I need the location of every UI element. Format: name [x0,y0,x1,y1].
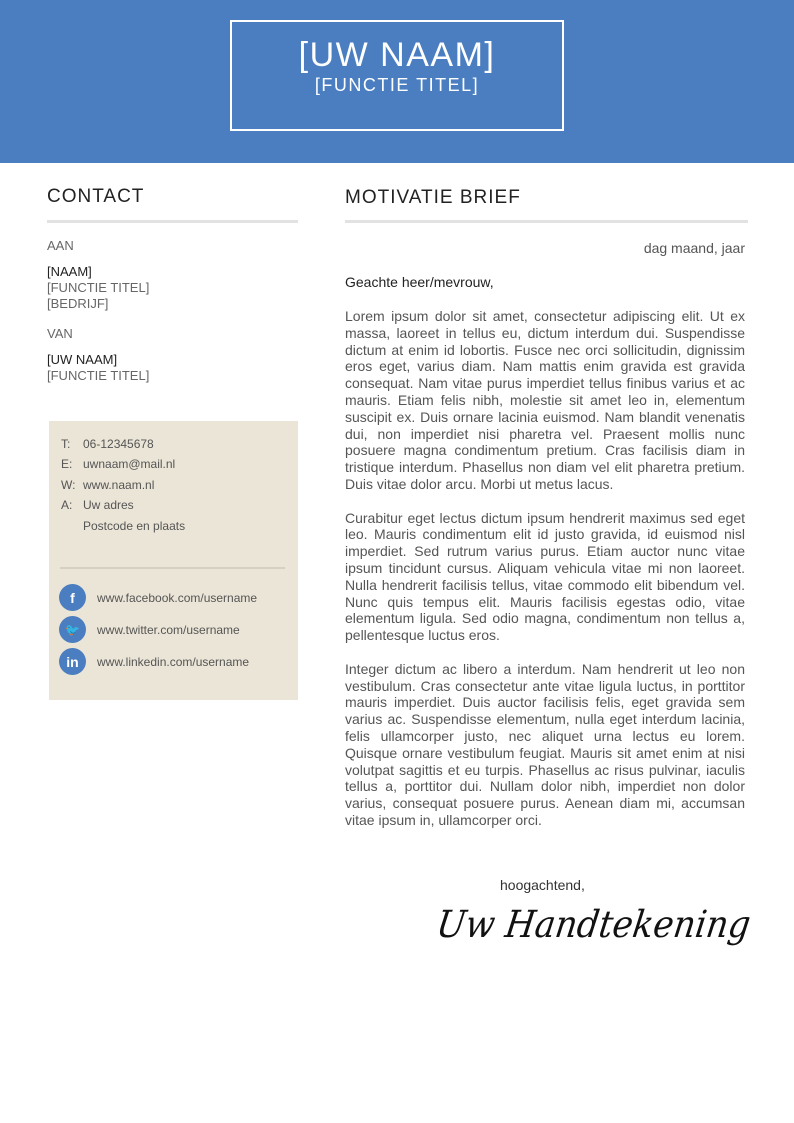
contact-address: A: Uw adres [61,498,134,512]
to-title: [FUNCTIE TITEL] [47,280,150,295]
applicant-name: [UW NAAM] [298,36,496,74]
from-label: VAN [47,326,73,341]
letter-closing: hoogachtend, [500,877,585,893]
social-linkedin: in www.linkedin.com/username [59,648,249,675]
social-twitter: 🐦 www.twitter.com/username [59,616,240,643]
twitter-icon: 🐦 [59,616,86,643]
divider [345,220,748,223]
letter-body [345,308,745,846]
header-banner [0,0,794,163]
contact-website: W: www.naam.nl [61,478,155,492]
contact-card [49,421,298,700]
letter-date: dag maand, jaar [643,240,745,256]
contact-postcode: Postcode en plaats [83,519,186,533]
applicant-title: [FUNCTIE TITEL] [314,75,480,95]
paragraph: Curabitur eget lectus dictum ipsum hendrerit maximus sed eget leo. Mauris condimentum elit id justo gravida, id euismod nisl imperdiet. Sed rutrum varius purus. Etiam auctor nunc vitae ipsum tincidunt cursus. Aliquam vehicula vitae mi non laoreet. Nulla hendrerit facilisis tellus, vitae commodo elit bibendum vel. Nunc quis tempus elit. Mauris facilisis egestas odio, vitae elementum ligula. Sed odio magna, condimentum non tellus a, pellentesque luctus eros. [345,509,745,644]
contact-heading: CONTACT [47,186,145,207]
paragraph: Lorem ipsum dolor sit amet, consectetur adipiscing elit. Ut ex massa, laoreet in tellus eu, dictum interdum dui. Suspendisse dictum at enim id lobortis. Fusce nec orci sollicitudin, dignissim eros eget, varius diam. Nam mattis enim gravida est gravida consequat. Nam vitae purus imperdiet tellus finibus varius et ac mauris. Etiam felis nibh, molestie sit amet leo in, elementum suscipit ex. Duis ornare lacinia euismod. Nam blandit venenatis dui, non imperdiet nisi pharetra vel. Praesent mollis nunc posuere magna condimentum pretium. Cras facilisis diam in tristique interdum. Phasellus non diam vel elit pharetra pretium. Duis vitae dolor arcu. Morbi ut metus lacus. [345,308,745,492]
divider [47,220,298,223]
letter-heading: MOTIVATIE BRIEF [345,187,521,208]
linkedin-icon: in [59,648,86,675]
to-company: [BEDRIJF] [47,296,109,311]
facebook-icon: f [59,584,86,611]
paragraph: Integer dictum ac libero a interdum. Nam hendrerit ut leo non vestibulum. Cras consectetur ante vitae ligula luctus, in porttitor mauris imperdiet. Duis auctor facilisis felis, eget gravida sem varius ac. Suspendisse elementum, nulla eget interdum lacinia, felis ullamcorper justo, nec aliquet urna lectus eu lorem. Quisque ornare vestibulum feugiat. Mauris sit amet enim at nisi volutpat sagittis et eu turpis. Phasellus ac risus pulvinar, iaculis tellus a, porttitor dui. Nullam dolor nibh, imperdiet non dolor varius, consequat posuere purus. Aenean diam mi, accumsan vitae ipsum in, ullamcorper orci. [345,660,745,828]
from-name: [UW NAAM] [47,352,118,367]
letter-greeting: Geachte heer/mevrouw, [345,274,494,290]
social-facebook: f www.facebook.com/username [59,584,257,611]
signature: Uw Handtekening [433,903,754,947]
to-label: AAN [47,238,74,253]
contact-phone: T: 06-12345678 [61,437,154,451]
contact-email: E: uwnaam@mail.nl [61,457,176,471]
name-box [230,20,564,131]
address-block [47,238,297,384]
divider [60,567,285,569]
to-name: [NAAM] [47,264,92,279]
from-title: [FUNCTIE TITEL] [47,368,150,383]
